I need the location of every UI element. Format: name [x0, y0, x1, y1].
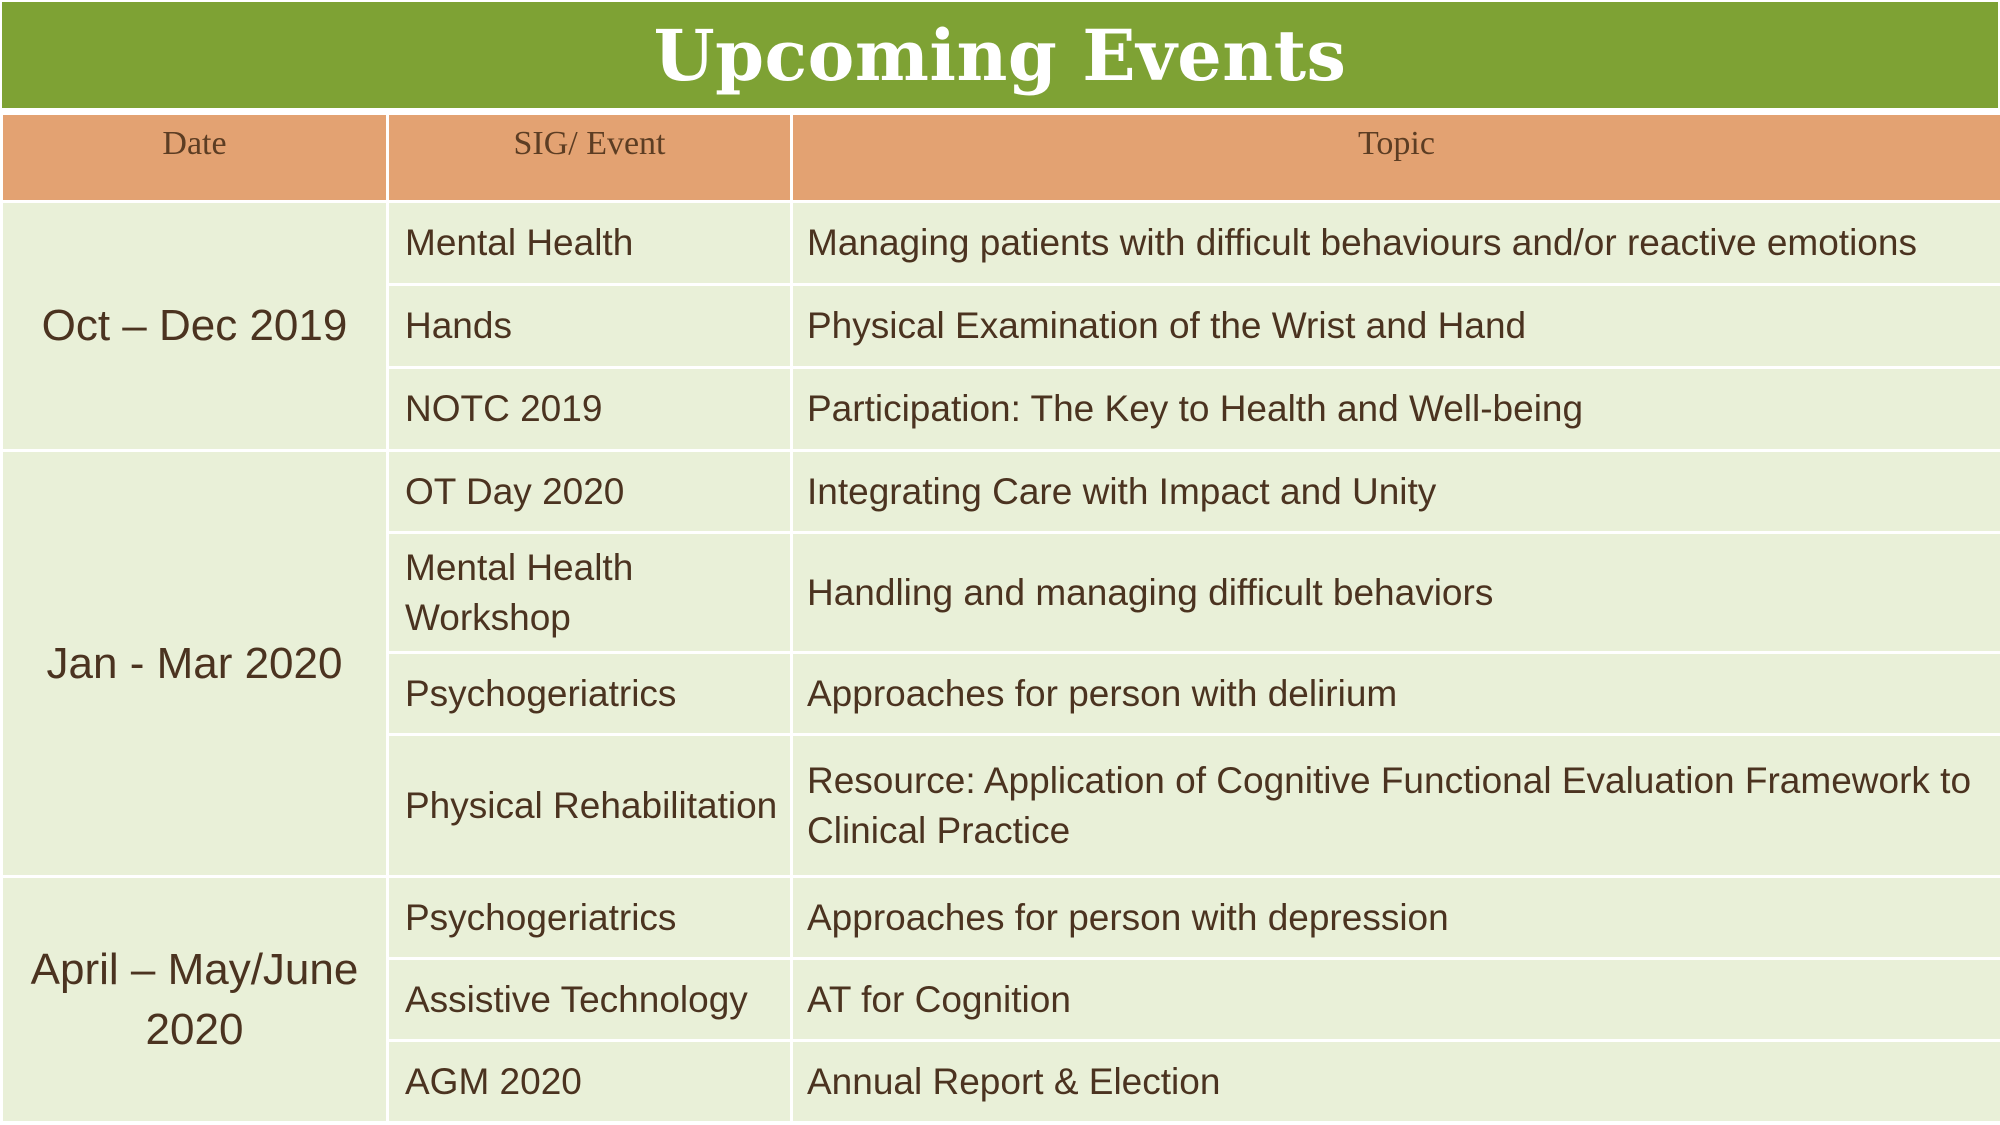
event-cell: Physical Rehabilitation [388, 735, 792, 877]
event-cell: Mental Health [388, 202, 792, 285]
date-cell: Jan - Mar 2020 [2, 451, 388, 877]
topic-cell: Participation: The Key to Health and Well-being [792, 368, 2000, 451]
event-cell: Psychogeriatrics [388, 653, 792, 735]
header-event: SIG/ Event [388, 114, 792, 202]
date-cell: April – May/June 2020 [2, 877, 388, 1123]
table-row [2, 202, 2000, 285]
event-cell: Mental Health Workshop [388, 533, 792, 653]
topic-cell: Annual Report & Election [792, 1041, 2000, 1123]
topic-cell: Approaches for person with delirium [792, 653, 2000, 735]
header-row [2, 114, 2000, 202]
topic-cell: Handling and managing difficult behaviors [792, 533, 2000, 653]
topic-cell: Physical Examination of the Wrist and Hand [792, 285, 2000, 368]
topic-cell: AT for Cognition [792, 959, 2000, 1041]
event-cell: Psychogeriatrics [388, 877, 792, 959]
event-cell: NOTC 2019 [388, 368, 792, 451]
title-bar [2, 2, 1998, 108]
event-cell: Assistive Technology [388, 959, 792, 1041]
table-row [2, 451, 2000, 533]
topic-cell: Integrating Care with Impact and Unity [792, 451, 2000, 533]
header-topic: Topic [792, 114, 2000, 202]
topic-cell: Managing patients with difficult behaviours and/or reactive emotions [792, 202, 2000, 285]
topic-cell: Resource: Application of Cognitive Functional Evaluation Framework to Clinical Practice [792, 735, 2000, 877]
events-table [0, 112, 2000, 1124]
event-cell: OT Day 2020 [388, 451, 792, 533]
event-cell: AGM 2020 [388, 1041, 792, 1123]
slide-title: Upcoming Events [653, 13, 1347, 97]
table-row [2, 877, 2000, 959]
date-cell: Oct – Dec 2019 [2, 202, 388, 451]
header-date: Date [2, 114, 388, 202]
event-cell: Hands [388, 285, 792, 368]
topic-cell: Approaches for person with depression [792, 877, 2000, 959]
